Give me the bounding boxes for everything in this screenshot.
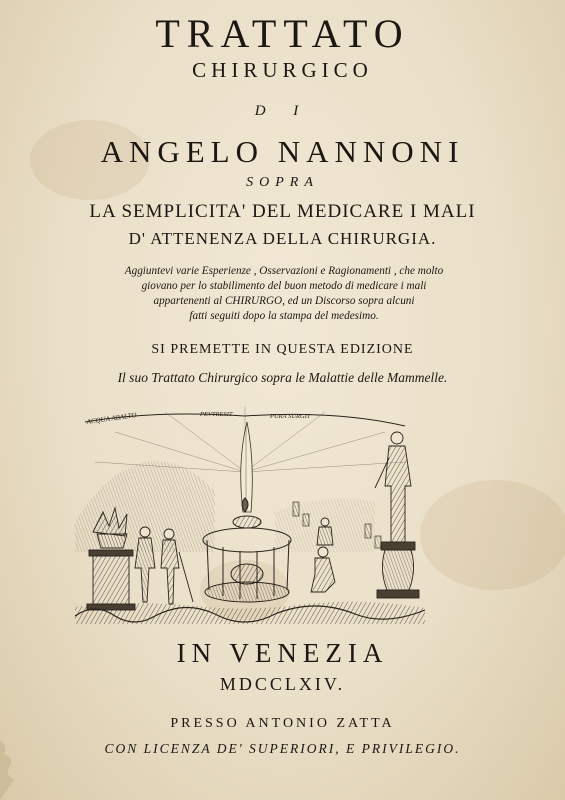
author-name: ANGELO NANNONI xyxy=(100,134,465,169)
description-line: fatti seguiti dopo la stampa del medesimo. xyxy=(189,310,379,322)
added-treatise-line: Il suo Trattato Chirurgico sopra le Malattie delle Mammelle. xyxy=(117,370,448,385)
sopra-line: SOPRA xyxy=(246,175,319,190)
banner-text-left: ACQUA ABALTO xyxy=(86,411,138,426)
banner-text-center: PEVTRESIT xyxy=(200,411,233,418)
premette-line: SI PREMETTE IN QUESTA EDIZIONE xyxy=(151,342,414,357)
subject-line-1: LA SEMPLICITA' DEL MEDICARE I MALI xyxy=(89,201,476,222)
imprint-city: IN VENEZIA xyxy=(176,638,389,668)
book-subtitle: CHIRURGICO xyxy=(192,58,373,82)
description-line: Aggiuntevi varie Esperienze , Osservazioni e Ragionamenti , che molto xyxy=(124,265,444,277)
engraving-illustration xyxy=(75,402,425,624)
subject-line-2: D' ATTENENZA DELLA CHIRURGIA. xyxy=(128,229,437,248)
imprint-licence: CON LICENZA DE' SUPERIORI, E PRIVILEGIO. xyxy=(104,741,461,756)
description-line: giovano per lo stabilimento del buon metodo di medicare i mali xyxy=(141,280,427,292)
book-title: TRATTATO xyxy=(155,11,410,56)
imprint-printer: PRESSO ANTONIO ZATTA xyxy=(170,716,395,731)
description-line: appartenenti al CHIRURGO, ed un Discorso sopra alcuni xyxy=(153,295,415,307)
imprint-year: MDCCLXIV. xyxy=(219,674,346,694)
torn-paper-edge xyxy=(0,700,565,800)
banner-text-right: PURA SURGIT xyxy=(270,413,311,420)
by-line: D I xyxy=(254,103,311,119)
paper-stain xyxy=(420,480,565,590)
statue xyxy=(375,432,419,598)
fountain-jet xyxy=(241,422,253,512)
description-block xyxy=(60,264,508,324)
